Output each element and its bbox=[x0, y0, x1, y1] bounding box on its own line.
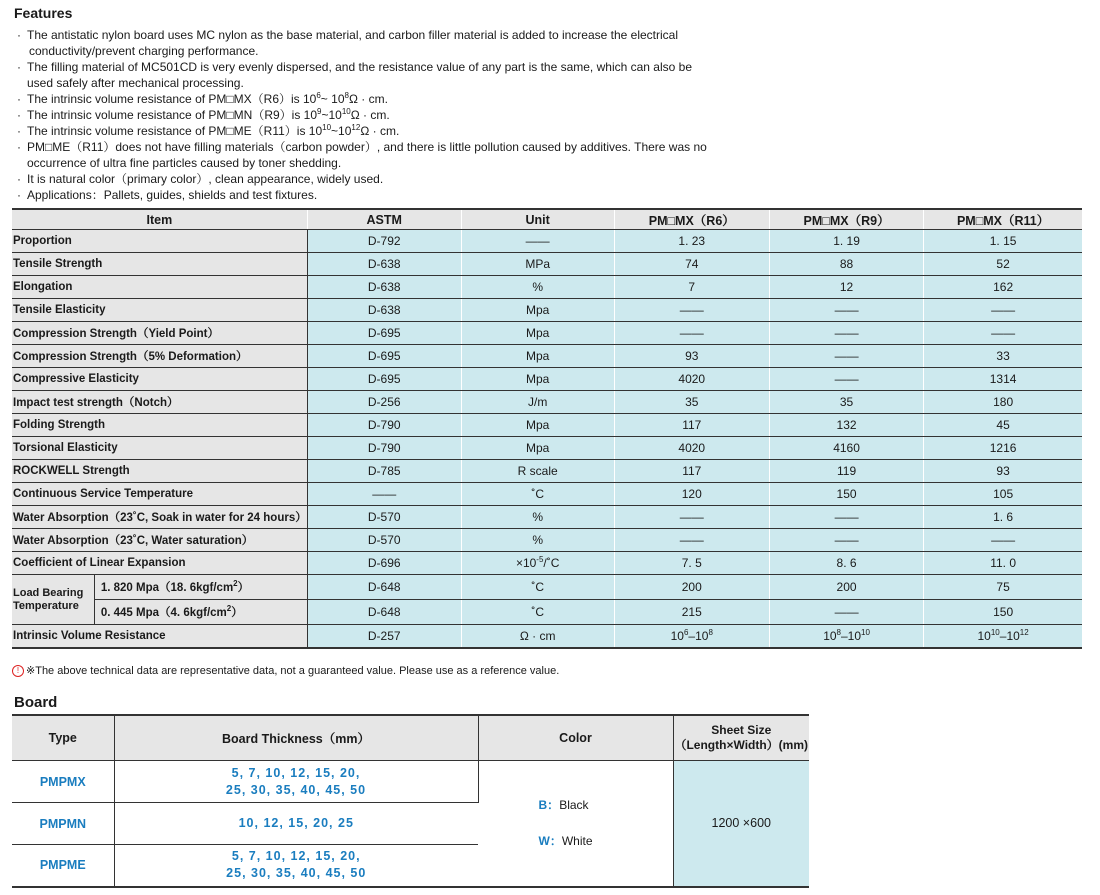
cell-r9: 4160 bbox=[769, 437, 923, 460]
cell-astm: D-648 bbox=[307, 575, 461, 600]
cell-r6: 74 bbox=[614, 253, 769, 276]
cell-unit: % bbox=[461, 506, 614, 529]
cell-unit: Mpa bbox=[461, 437, 614, 460]
cell-r6: —— bbox=[614, 322, 769, 345]
cell-r9: 12 bbox=[769, 276, 923, 299]
bullet-dot: · bbox=[17, 124, 21, 138]
cell-r9: 119 bbox=[769, 460, 923, 483]
cell-thickness: 5, 7, 10, 12, 15, 20, 25, 30, 35, 40, 45, 50 bbox=[114, 761, 478, 803]
feature-text: Ω · cm. bbox=[360, 124, 400, 138]
bullet-dot: · bbox=[17, 28, 21, 42]
feature-item bbox=[17, 59, 777, 91]
cell-r6: 117 bbox=[614, 460, 769, 483]
cell-item: Intrinsic Volume Resistance bbox=[12, 625, 307, 649]
feature-text-cont: conductivity/prevent charging performance. bbox=[29, 44, 259, 58]
cell-unit: Ω · cm bbox=[461, 625, 614, 649]
cell-unit: % bbox=[461, 529, 614, 552]
reference-mark-icon: ※ bbox=[26, 665, 36, 677]
cell-astm: D-570 bbox=[307, 529, 461, 552]
header-astm: ASTM bbox=[307, 209, 461, 230]
cell-r11: 1. 15 bbox=[924, 230, 1082, 253]
cell-item: Compression Strength（Yield Point） bbox=[12, 322, 307, 345]
cell-r9: 88 bbox=[769, 253, 923, 276]
header-item: Item bbox=[12, 209, 307, 230]
cell-r9: —— bbox=[769, 322, 923, 345]
table-row bbox=[12, 299, 1082, 322]
cell-r11: 93 bbox=[924, 460, 1082, 483]
properties-table bbox=[12, 208, 1082, 649]
feature-text: Ω · cm. bbox=[350, 108, 390, 122]
header-unit: Unit bbox=[461, 209, 614, 230]
cell-unit: % bbox=[461, 276, 614, 299]
feature-text: The intrinsic volume resistance of PM□MN（R9）is 10 bbox=[27, 108, 318, 122]
board-title: Board bbox=[14, 694, 58, 711]
cell-r9: —— bbox=[769, 345, 923, 368]
bullet-dot: · bbox=[17, 188, 21, 202]
cell-r6: 215 bbox=[614, 600, 769, 625]
cell-item: Elongation bbox=[12, 276, 307, 299]
table-row bbox=[12, 414, 1082, 437]
cell-unit: R scale bbox=[461, 460, 614, 483]
cell-r6: $10^6-10^8$ bbox=[614, 625, 769, 649]
cell-astm: D-695 bbox=[307, 345, 461, 368]
cell-item: Water Absorption（23˚C, Soak in water for 24 hours） bbox=[12, 506, 307, 529]
cell-r11: —— bbox=[924, 299, 1082, 322]
cell-r6: 93 bbox=[614, 345, 769, 368]
cell-r6: 117 bbox=[614, 414, 769, 437]
load-bearing-label: Load Bearing Temperature bbox=[12, 575, 94, 625]
feature-text: Applications：Pallets, guides, shields and test fixtures. bbox=[27, 188, 318, 202]
disclaimer-note bbox=[12, 664, 559, 677]
header-r11: PM□MX（R11） bbox=[924, 209, 1082, 230]
cell-item: Compression Strength（5% Deformation） bbox=[12, 345, 307, 368]
bullet-dot: · bbox=[17, 92, 21, 106]
cell-unit: ˚C bbox=[461, 483, 614, 506]
cell-astm: D-648 bbox=[307, 600, 461, 625]
feature-item bbox=[17, 187, 777, 203]
cell-r9: 150 bbox=[769, 483, 923, 506]
cell-r11: 1216 bbox=[924, 437, 1082, 460]
cell-astm: D-638 bbox=[307, 276, 461, 299]
feature-item bbox=[17, 107, 777, 123]
cell-r6: 7. 5 bbox=[614, 552, 769, 575]
cell-item: Compressive Elasticity bbox=[12, 368, 307, 391]
cell-r6: 4020 bbox=[614, 368, 769, 391]
header-color: Color bbox=[478, 715, 673, 761]
bullet-dot: · bbox=[17, 108, 21, 122]
cell-astm: D-570 bbox=[307, 506, 461, 529]
bullet-dot: · bbox=[17, 60, 21, 74]
color-option: B：Black bbox=[538, 798, 589, 813]
cell-r11: 52 bbox=[924, 253, 1082, 276]
cell-r6: 7 bbox=[614, 276, 769, 299]
cell-type: PMPMX bbox=[12, 761, 114, 803]
cell-unit: J/m bbox=[461, 391, 614, 414]
cell-r11: —— bbox=[924, 529, 1082, 552]
cell-r6: —— bbox=[614, 506, 769, 529]
note-text: The above technical data are representative data, not a guaranteed value. Please use as a reference value. bbox=[35, 664, 560, 677]
cell-r11: 33 bbox=[924, 345, 1082, 368]
cell-astm: D-256 bbox=[307, 391, 461, 414]
cell-item: Impact test strength（Notch） bbox=[12, 391, 307, 414]
cell-r6: 4020 bbox=[614, 437, 769, 460]
feature-text: PM□ME（R11）does not have filling materials（carbon powder）, and there is little pollution caused by additives. There was no bbox=[27, 140, 707, 154]
cell-astm: D-792 bbox=[307, 230, 461, 253]
cell-r11: 11. 0 bbox=[924, 552, 1082, 575]
cell-unit: Mpa bbox=[461, 368, 614, 391]
header-r6: PM□MX（R6） bbox=[614, 209, 769, 230]
table-row bbox=[12, 761, 809, 803]
table-row bbox=[12, 506, 1082, 529]
cell-astm: D-695 bbox=[307, 322, 461, 345]
cell-astm: D-696 bbox=[307, 552, 461, 575]
table-header-row bbox=[12, 209, 1082, 230]
table-row bbox=[12, 437, 1082, 460]
table-row bbox=[12, 552, 1082, 575]
cell-unit: Mpa bbox=[461, 345, 614, 368]
table-row bbox=[12, 529, 1082, 552]
cell-r11: 162 bbox=[924, 276, 1082, 299]
cell-unit: ˚C bbox=[461, 575, 614, 600]
cell-item: Tensile Elasticity bbox=[12, 299, 307, 322]
features-title: Features bbox=[14, 5, 73, 21]
feature-item bbox=[17, 27, 777, 59]
header-r9: PM□MX（R9） bbox=[769, 209, 923, 230]
bullet-dot: · bbox=[17, 172, 21, 186]
cell-color bbox=[478, 761, 673, 887]
feature-text: Ω · cm. bbox=[348, 92, 388, 106]
bullet-dot: · bbox=[17, 140, 21, 154]
cell-r9: —— bbox=[769, 299, 923, 322]
feature-text: The intrinsic volume resistance of PM□MX（R6）is 10 bbox=[27, 92, 317, 106]
table-row bbox=[12, 575, 1082, 600]
table-row bbox=[12, 253, 1082, 276]
color-option: W：White bbox=[538, 834, 593, 849]
cell-astm: D-785 bbox=[307, 460, 461, 483]
cell-r11: 150 bbox=[924, 600, 1082, 625]
cell-unit: —— bbox=[461, 230, 614, 253]
cell-r9: 132 bbox=[769, 414, 923, 437]
table-row bbox=[12, 600, 1082, 625]
cell-r6: 200 bbox=[614, 575, 769, 600]
cell-unit: $\times 10^{-5}/˚C$ bbox=[461, 552, 614, 575]
feature-text: The filling material of MC501CD is very evenly dispersed, and the resistance value of any part is the same, which can also be bbox=[27, 60, 692, 74]
cell-r6: 35 bbox=[614, 391, 769, 414]
cell-r9: 1. 19 bbox=[769, 230, 923, 253]
feature-text: ~ 10 bbox=[320, 92, 345, 106]
cell-item: Coefficient of Linear Expansion bbox=[12, 552, 307, 575]
cell-r11: 105 bbox=[924, 483, 1082, 506]
cell-r11: $10^{10}-10^{12}$ bbox=[924, 625, 1082, 649]
cell-r9: —— bbox=[769, 600, 923, 625]
cell-thickness: 5, 7, 10, 12, 15, 20, 25, 30, 35, 40, 45, 50 bbox=[114, 845, 478, 887]
header-type: Type bbox=[12, 715, 114, 761]
feature-item bbox=[17, 123, 777, 139]
cell-r9: $10^8-10^{10}$ bbox=[769, 625, 923, 649]
cell-r11: 1. 6 bbox=[924, 506, 1082, 529]
feature-text-cont: used safely after mechanical processing. bbox=[27, 76, 244, 90]
superscript: 10 bbox=[341, 107, 351, 116]
cell-thickness: 10, 12, 15, 20, 25 bbox=[114, 803, 478, 845]
cell-item: ROCKWELL Strength bbox=[12, 460, 307, 483]
cell-r9: —— bbox=[769, 368, 923, 391]
load-bearing-condition: 1. 820 Mpa（18. $6kgf/cm^2$） bbox=[94, 575, 307, 600]
cell-r9: —— bbox=[769, 506, 923, 529]
cell-astm: D-638 bbox=[307, 299, 461, 322]
info-circle-icon: ! bbox=[12, 665, 24, 677]
cell-astm: —— bbox=[307, 483, 461, 506]
table-header-row bbox=[12, 715, 809, 761]
superscript: 10 bbox=[322, 123, 332, 132]
cell-unit: Mpa bbox=[461, 299, 614, 322]
superscript: 8 bbox=[344, 91, 349, 100]
cell-r6: —— bbox=[614, 529, 769, 552]
feature-text: ~10 bbox=[331, 124, 352, 138]
table-row bbox=[12, 391, 1082, 414]
table-row bbox=[12, 230, 1082, 253]
header-thickness: Board Thickness（mm） bbox=[114, 715, 478, 761]
feature-text: It is natural color（primary color）, clean appearance, widely used. bbox=[27, 172, 384, 186]
cell-r9: 8. 6 bbox=[769, 552, 923, 575]
cell-item: Continuous Service Temperature bbox=[12, 483, 307, 506]
feature-item bbox=[17, 91, 777, 107]
feature-text-cont: occurrence of ultra fine particles caused by toner shedding. bbox=[27, 156, 342, 170]
table-row bbox=[12, 345, 1082, 368]
feature-item bbox=[17, 139, 777, 171]
table-row bbox=[12, 625, 1082, 649]
cell-r11: 1314 bbox=[924, 368, 1082, 391]
cell-size: 1200 ×600 bbox=[673, 761, 809, 887]
cell-item: Torsional Elasticity bbox=[12, 437, 307, 460]
cell-type: PMPME bbox=[12, 845, 114, 887]
cell-unit: Mpa bbox=[461, 414, 614, 437]
table-row bbox=[12, 460, 1082, 483]
cell-astm: D-638 bbox=[307, 253, 461, 276]
superscript: 12 bbox=[351, 123, 361, 132]
cell-unit: ˚C bbox=[461, 600, 614, 625]
cell-astm: D-257 bbox=[307, 625, 461, 649]
cell-r11: 75 bbox=[924, 575, 1082, 600]
cell-unit: MPa bbox=[461, 253, 614, 276]
feature-text: ~10 bbox=[321, 108, 342, 122]
cell-astm: D-695 bbox=[307, 368, 461, 391]
cell-r11: 180 bbox=[924, 391, 1082, 414]
cell-astm: D-790 bbox=[307, 414, 461, 437]
feature-text: The intrinsic volume resistance of PM□ME（R11）is 10 bbox=[27, 124, 323, 138]
board-table bbox=[12, 714, 809, 888]
cell-r11: 45 bbox=[924, 414, 1082, 437]
cell-item: Water Absorption（23˚C, Water saturation） bbox=[12, 529, 307, 552]
features-list bbox=[17, 27, 777, 203]
table-row bbox=[12, 368, 1082, 391]
cell-r9: 200 bbox=[769, 575, 923, 600]
cell-r6: 120 bbox=[614, 483, 769, 506]
load-bearing-condition: 0. 445 Mpa（4. $6kgf/cm^2$） bbox=[94, 600, 307, 625]
cell-r6: —— bbox=[614, 299, 769, 322]
cell-type: PMPMN bbox=[12, 803, 114, 845]
cell-r11: —— bbox=[924, 322, 1082, 345]
header-size: Sheet Size （Length×Width）(mm) bbox=[673, 715, 809, 761]
feature-item bbox=[17, 171, 777, 187]
table-row bbox=[12, 276, 1082, 299]
feature-text: The antistatic nylon board uses MC nylon as the base material, and carbon filler material is added to increase the electrical bbox=[27, 28, 679, 42]
table-row bbox=[12, 483, 1082, 506]
cell-unit: Mpa bbox=[461, 322, 614, 345]
cell-r6: 1. 23 bbox=[614, 230, 769, 253]
cell-item: Tensile Strength bbox=[12, 253, 307, 276]
cell-item: Folding Strength bbox=[12, 414, 307, 437]
table-row bbox=[12, 322, 1082, 345]
cell-astm: D-790 bbox=[307, 437, 461, 460]
superscript: 9 bbox=[317, 107, 322, 116]
cell-r9: 35 bbox=[769, 391, 923, 414]
cell-item: Proportion bbox=[12, 230, 307, 253]
superscript: 6 bbox=[316, 91, 321, 100]
cell-r9: —— bbox=[769, 529, 923, 552]
